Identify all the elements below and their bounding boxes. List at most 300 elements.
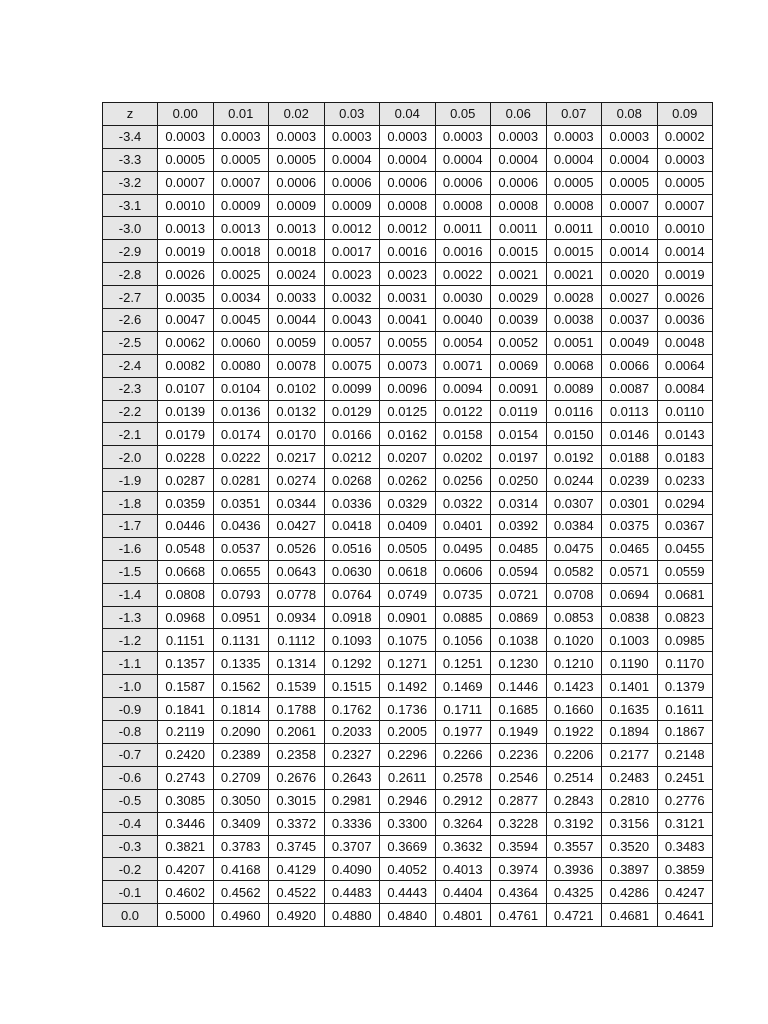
probability-cell: 0.3372 [269,812,325,835]
probability-cell: 0.0027 [602,286,658,309]
probability-cell: 0.3192 [546,812,602,835]
probability-cell: 0.0014 [602,240,658,263]
probability-cell: 0.0465 [602,537,658,560]
probability-cell: 0.4168 [213,858,269,881]
probability-cell: 0.1660 [546,698,602,721]
z-value-cell: -2.4 [103,354,158,377]
probability-cell: 0.1894 [602,721,658,744]
z-value-cell: -1.2 [103,629,158,652]
z-value-cell: -0.4 [103,812,158,835]
table-row [103,217,713,240]
probability-cell: 0.0793 [213,583,269,606]
probability-cell: 0.0035 [158,286,214,309]
table-row [103,629,713,652]
probability-cell: 0.0089 [546,377,602,400]
probability-cell: 0.0006 [269,171,325,194]
probability-cell: 0.1977 [435,721,491,744]
z-value-cell: -1.6 [103,537,158,560]
table-row [103,743,713,766]
probability-cell: 0.0004 [380,148,436,171]
probability-cell: 0.0188 [602,446,658,469]
probability-cell: 0.0202 [435,446,491,469]
probability-cell: 0.1251 [435,652,491,675]
probability-cell: 0.0003 [491,125,547,148]
probability-cell: 0.0014 [657,240,713,263]
probability-cell: 0.4483 [324,881,380,904]
table-body [103,125,713,926]
probability-cell: 0.0174 [213,423,269,446]
probability-cell: 0.4840 [380,904,436,927]
probability-cell: 0.1949 [491,721,547,744]
probability-cell: 0.0019 [657,263,713,286]
probability-cell: 0.0006 [435,171,491,194]
probability-cell: 0.2483 [602,766,658,789]
probability-cell: 0.0005 [546,171,602,194]
probability-cell: 0.3821 [158,835,214,858]
probability-cell: 0.0838 [602,606,658,629]
probability-cell: 0.0375 [602,515,658,538]
probability-cell: 0.1230 [491,652,547,675]
probability-cell: 0.3446 [158,812,214,835]
probability-cell: 0.0004 [435,148,491,171]
probability-cell: 0.0006 [380,171,436,194]
z-value-cell: -2.0 [103,446,158,469]
probability-cell: 0.1611 [657,698,713,721]
probability-cell: 0.0119 [491,400,547,423]
probability-cell: 0.0054 [435,331,491,354]
probability-cell: 0.0031 [380,286,436,309]
probability-cell: 0.0013 [158,217,214,240]
probability-cell: 0.0057 [324,331,380,354]
probability-cell: 0.0455 [657,537,713,560]
probability-cell: 0.0017 [324,240,380,263]
probability-cell: 0.0078 [269,354,325,377]
probability-cell: 0.2451 [657,766,713,789]
probability-cell: 0.0003 [213,125,269,148]
z-value-cell: -1.0 [103,675,158,698]
probability-cell: 0.0113 [602,400,658,423]
header-col: 0.00 [158,103,214,126]
probability-cell: 0.2546 [491,766,547,789]
table-row [103,698,713,721]
probability-cell: 0.0485 [491,537,547,560]
probability-cell: 0.0392 [491,515,547,538]
probability-cell: 0.0096 [380,377,436,400]
probability-cell: 0.0526 [269,537,325,560]
z-value-cell: -2.3 [103,377,158,400]
z-value-cell: -3.1 [103,194,158,217]
probability-cell: 0.0122 [435,400,491,423]
probability-cell: 0.0681 [657,583,713,606]
probability-cell: 0.0436 [213,515,269,538]
probability-cell: 0.2206 [546,743,602,766]
probability-cell: 0.1711 [435,698,491,721]
probability-cell: 0.1867 [657,721,713,744]
probability-cell: 0.4207 [158,858,214,881]
z-value-cell: 0.0 [103,904,158,927]
probability-cell: 0.5000 [158,904,214,927]
probability-cell: 0.0002 [657,125,713,148]
probability-cell: 0.1635 [602,698,658,721]
z-value-cell: -3.3 [103,148,158,171]
probability-cell: 0.0418 [324,515,380,538]
probability-cell: 0.0901 [380,606,436,629]
probability-cell: 0.2266 [435,743,491,766]
z-value-cell: -2.8 [103,263,158,286]
table-row [103,492,713,515]
probability-cell: 0.1075 [380,629,436,652]
probability-cell: 0.0066 [602,354,658,377]
probability-cell: 0.3557 [546,835,602,858]
probability-cell: 0.0008 [435,194,491,217]
probability-cell: 0.0003 [602,125,658,148]
probability-cell: 0.0016 [435,240,491,263]
table-row [103,377,713,400]
probability-cell: 0.2611 [380,766,436,789]
probability-cell: 0.4602 [158,881,214,904]
z-value-cell: -2.5 [103,331,158,354]
table-row [103,423,713,446]
probability-cell: 0.0028 [546,286,602,309]
z-value-cell: -1.1 [103,652,158,675]
probability-cell: 0.0009 [213,194,269,217]
probability-cell: 0.0036 [657,309,713,332]
probability-cell: 0.1814 [213,698,269,721]
probability-cell: 0.0749 [380,583,436,606]
probability-cell: 0.0084 [657,377,713,400]
probability-cell: 0.0655 [213,560,269,583]
probability-cell: 0.2389 [213,743,269,766]
probability-cell: 0.1788 [269,698,325,721]
probability-cell: 0.2119 [158,721,214,744]
table-row [103,171,713,194]
probability-cell: 0.3669 [380,835,436,858]
table-row [103,194,713,217]
probability-cell: 0.0048 [657,331,713,354]
probability-cell: 0.3409 [213,812,269,835]
probability-cell: 0.2877 [491,789,547,812]
probability-cell: 0.0314 [491,492,547,515]
probability-cell: 0.2912 [435,789,491,812]
probability-cell: 0.0104 [213,377,269,400]
probability-cell: 0.0268 [324,469,380,492]
probability-cell: 0.3520 [602,835,658,858]
probability-cell: 0.0934 [269,606,325,629]
probability-cell: 0.0516 [324,537,380,560]
probability-cell: 0.1841 [158,698,214,721]
probability-cell: 0.4522 [269,881,325,904]
probability-cell: 0.4013 [435,858,491,881]
probability-cell: 0.1335 [213,652,269,675]
probability-cell: 0.4761 [491,904,547,927]
table-row [103,789,713,812]
probability-cell: 0.0062 [158,331,214,354]
probability-cell: 0.0287 [158,469,214,492]
probability-cell: 0.0059 [269,331,325,354]
probability-cell: 0.3156 [602,812,658,835]
probability-cell: 0.0008 [546,194,602,217]
probability-cell: 0.0166 [324,423,380,446]
probability-cell: 0.0099 [324,377,380,400]
probability-cell: 0.4364 [491,881,547,904]
probability-cell: 0.0051 [546,331,602,354]
probability-cell: 0.0008 [491,194,547,217]
probability-cell: 0.1112 [269,629,325,652]
header-col: 0.05 [435,103,491,126]
probability-cell: 0.0018 [269,240,325,263]
z-value-cell: -2.9 [103,240,158,263]
probability-cell: 0.1314 [269,652,325,675]
z-table [102,102,713,927]
probability-cell: 0.0047 [158,309,214,332]
probability-cell: 0.0329 [380,492,436,515]
header-col: 0.08 [602,103,658,126]
table-row [103,446,713,469]
table-row [103,537,713,560]
header-col: 0.02 [269,103,325,126]
probability-cell: 0.0003 [657,148,713,171]
probability-cell: 0.0505 [380,537,436,560]
probability-cell: 0.0026 [158,263,214,286]
table-row [103,331,713,354]
probability-cell: 0.0003 [324,125,380,148]
probability-cell: 0.2005 [380,721,436,744]
probability-cell: 0.4247 [657,881,713,904]
probability-cell: 0.0034 [213,286,269,309]
probability-cell: 0.0446 [158,515,214,538]
probability-cell: 0.0307 [546,492,602,515]
probability-cell: 0.0643 [269,560,325,583]
probability-cell: 0.0071 [435,354,491,377]
probability-cell: 0.1170 [657,652,713,675]
probability-cell: 0.0082 [158,354,214,377]
probability-cell: 0.0559 [657,560,713,583]
probability-cell: 0.2327 [324,743,380,766]
probability-cell: 0.3228 [491,812,547,835]
table-row [103,835,713,858]
probability-cell: 0.0606 [435,560,491,583]
probability-cell: 0.0005 [657,171,713,194]
probability-cell: 0.0073 [380,354,436,377]
probability-cell: 0.0170 [269,423,325,446]
z-value-cell: -3.2 [103,171,158,194]
probability-cell: 0.3594 [491,835,547,858]
probability-cell: 0.0007 [213,171,269,194]
probability-cell: 0.1292 [324,652,380,675]
probability-cell: 0.0630 [324,560,380,583]
probability-cell: 0.0192 [546,446,602,469]
table-row [103,263,713,286]
probability-cell: 0.0011 [435,217,491,240]
probability-cell: 0.2946 [380,789,436,812]
probability-cell: 0.1093 [324,629,380,652]
probability-cell: 0.0087 [602,377,658,400]
probability-cell: 0.0005 [269,148,325,171]
probability-cell: 0.0003 [546,125,602,148]
probability-cell: 0.1056 [435,629,491,652]
z-value-cell: -0.3 [103,835,158,858]
probability-cell: 0.4562 [213,881,269,904]
probability-cell: 0.2676 [269,766,325,789]
table-row [103,812,713,835]
probability-cell: 0.0401 [435,515,491,538]
z-value-cell: -1.3 [103,606,158,629]
probability-cell: 0.0044 [269,309,325,332]
z-value-cell: -2.6 [103,309,158,332]
probability-cell: 0.0018 [213,240,269,263]
probability-cell: 0.0183 [657,446,713,469]
probability-cell: 0.0359 [158,492,214,515]
z-value-cell: -3.4 [103,125,158,148]
table-row [103,583,713,606]
probability-cell: 0.0721 [491,583,547,606]
table-row [103,721,713,744]
z-value-cell: -0.1 [103,881,158,904]
table-row [103,881,713,904]
z-value-cell: -3.0 [103,217,158,240]
table-row [103,400,713,423]
probability-cell: 0.0068 [546,354,602,377]
probability-cell: 0.0008 [380,194,436,217]
probability-cell: 0.0015 [546,240,602,263]
probability-cell: 0.4920 [269,904,325,927]
table-row [103,675,713,698]
probability-cell: 0.0021 [546,263,602,286]
probability-cell: 0.0158 [435,423,491,446]
probability-cell: 0.0281 [213,469,269,492]
probability-cell: 0.0918 [324,606,380,629]
probability-cell: 0.2148 [657,743,713,766]
probability-cell: 0.0043 [324,309,380,332]
probability-cell: 0.4681 [602,904,658,927]
z-value-cell: -1.7 [103,515,158,538]
probability-cell: 0.0022 [435,263,491,286]
probability-cell: 0.0011 [491,217,547,240]
probability-cell: 0.0351 [213,492,269,515]
probability-cell: 0.0239 [602,469,658,492]
probability-cell: 0.0301 [602,492,658,515]
probability-cell: 0.1922 [546,721,602,744]
probability-cell: 0.0212 [324,446,380,469]
probability-cell: 0.0735 [435,583,491,606]
probability-cell: 0.0041 [380,309,436,332]
probability-cell: 0.0197 [491,446,547,469]
probability-cell: 0.0075 [324,354,380,377]
table-row [103,606,713,629]
z-value-cell: -0.5 [103,789,158,812]
probability-cell: 0.4404 [435,881,491,904]
table-row [103,904,713,927]
probability-cell: 0.0808 [158,583,214,606]
probability-cell: 0.0032 [324,286,380,309]
probability-cell: 0.0125 [380,400,436,423]
probability-cell: 0.1210 [546,652,602,675]
probability-cell: 0.1003 [602,629,658,652]
probability-cell: 0.1562 [213,675,269,698]
probability-cell: 0.0003 [269,125,325,148]
header-col: 0.03 [324,103,380,126]
probability-cell: 0.0764 [324,583,380,606]
probability-cell: 0.1190 [602,652,658,675]
probability-cell: 0.0102 [269,377,325,400]
probability-cell: 0.0618 [380,560,436,583]
table-row [103,652,713,675]
probability-cell: 0.0853 [546,606,602,629]
probability-cell: 0.2236 [491,743,547,766]
probability-cell: 0.0010 [158,194,214,217]
probability-cell: 0.0024 [269,263,325,286]
probability-cell: 0.4880 [324,904,380,927]
probability-cell: 0.2981 [324,789,380,812]
probability-cell: 0.3264 [435,812,491,835]
probability-cell: 0.0025 [213,263,269,286]
probability-cell: 0.0010 [602,217,658,240]
header-col: 0.01 [213,103,269,126]
z-value-cell: -1.8 [103,492,158,515]
probability-cell: 0.0985 [657,629,713,652]
probability-cell: 0.0004 [324,148,380,171]
z-value-cell: -2.7 [103,286,158,309]
probability-cell: 0.3300 [380,812,436,835]
probability-cell: 0.0143 [657,423,713,446]
probability-cell: 0.3974 [491,858,547,881]
probability-cell: 0.4641 [657,904,713,927]
probability-cell: 0.1587 [158,675,214,698]
table-row [103,240,713,263]
probability-cell: 0.0037 [602,309,658,332]
z-value-cell: -1.4 [103,583,158,606]
probability-cell: 0.0384 [546,515,602,538]
probability-cell: 0.4129 [269,858,325,881]
probability-cell: 0.1131 [213,629,269,652]
table-row [103,515,713,538]
probability-cell: 0.1020 [546,629,602,652]
probability-cell: 0.1515 [324,675,380,698]
probability-cell: 0.0011 [546,217,602,240]
probability-cell: 0.2743 [158,766,214,789]
probability-cell: 0.0013 [213,217,269,240]
probability-cell: 0.2420 [158,743,214,766]
header-col: 0.06 [491,103,547,126]
probability-cell: 0.0250 [491,469,547,492]
probability-cell: 0.0139 [158,400,214,423]
probability-cell: 0.0007 [158,171,214,194]
probability-cell: 0.0336 [324,492,380,515]
probability-cell: 0.0015 [491,240,547,263]
probability-cell: 0.0030 [435,286,491,309]
z-value-cell: -1.5 [103,560,158,583]
probability-cell: 0.0003 [158,125,214,148]
probability-cell: 0.2514 [546,766,602,789]
probability-cell: 0.0217 [269,446,325,469]
probability-cell: 0.2643 [324,766,380,789]
probability-cell: 0.0004 [491,148,547,171]
probability-cell: 0.0012 [324,217,380,240]
probability-cell: 0.0033 [269,286,325,309]
probability-cell: 0.3936 [546,858,602,881]
probability-cell: 0.1685 [491,698,547,721]
table-row [103,354,713,377]
probability-cell: 0.0052 [491,331,547,354]
probability-cell: 0.0023 [324,263,380,286]
probability-cell: 0.0344 [269,492,325,515]
probability-cell: 0.1762 [324,698,380,721]
probability-cell: 0.3050 [213,789,269,812]
probability-cell: 0.0006 [324,171,380,194]
probability-cell: 0.0548 [158,537,214,560]
probability-cell: 0.0007 [602,194,658,217]
probability-cell: 0.4090 [324,858,380,881]
